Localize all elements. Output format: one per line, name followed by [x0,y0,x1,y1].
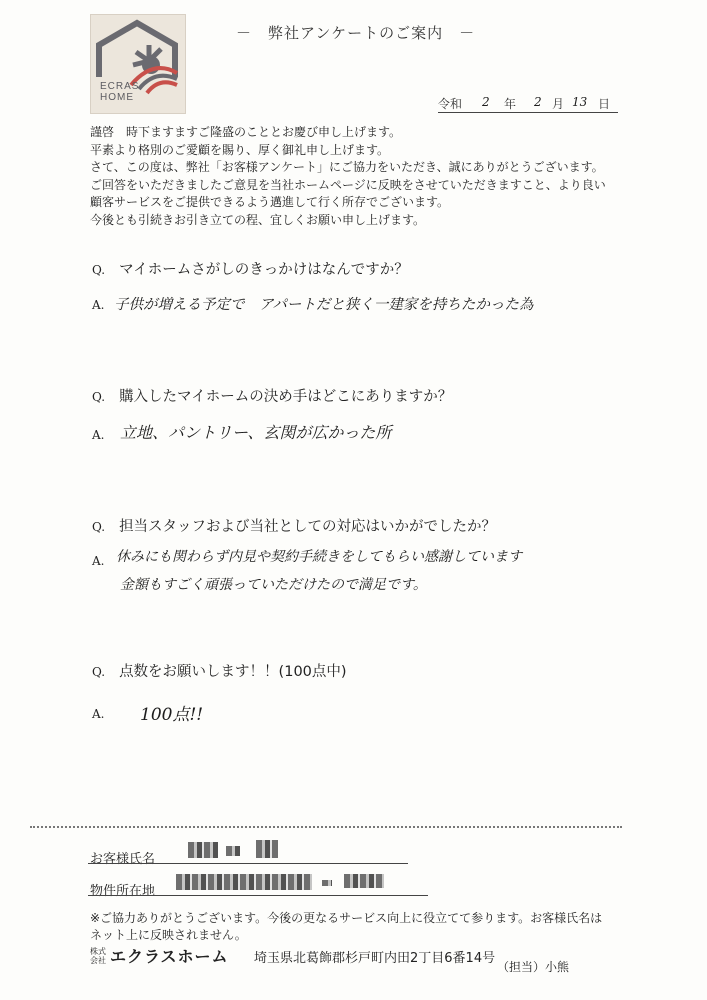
answer-mark: A. [92,707,105,721]
customer-name-line [88,862,408,864]
company-address: 埼玉県北葛飾郡杉戸町内田2丁目6番14号 [254,951,496,966]
question-3 [92,515,496,536]
company-prefix: 株式会社 [90,947,106,965]
answer-2-text: 立地、パントリー、玄関が広かった所 [120,423,392,442]
staff-name: （担当）小熊 [497,960,570,974]
question-4 [92,660,347,681]
date-era: 令和 [438,97,463,111]
question-text: 担当スタッフおよび当社としての対応はいかがでしたか？ [119,519,497,535]
answer-mark: A. [92,298,105,312]
question-2 [92,385,452,406]
company-name: エクラスホーム [110,947,229,966]
page-title: － 弊社アンケートのご案内 － [236,24,476,42]
date-day-unit: 日 [598,97,611,111]
redacted-address-block [344,874,384,888]
date-day: 13 [572,95,588,109]
answer-mark: A. [92,428,105,442]
redacted-name-block [188,842,218,858]
property-address-label: 物件所在地 [90,884,156,899]
question-text: 点数をお願いします！！(100点中) [119,664,347,680]
customer-name-label: お客様氏名 [90,852,156,867]
date-month-unit: 月 [552,97,565,111]
footer-note [90,910,660,944]
redacted-name-block [226,846,240,856]
greeting-line: 平素より格別のご愛顧を賜り、厚く御礼申し上げます。 [90,142,390,157]
greeting-line: ご回答をいただきましたご意見を当社ホームページに反映をさせていただきますこと、より良い [90,177,606,192]
greeting-line: 顧客サービスをご提供できるよう邁進して行く所存でございます。 [90,195,450,209]
greeting-line: 謹啓 時下ますますご隆盛のこととお慶び申し上げます。 [90,125,402,139]
dotted-divider [30,826,622,828]
date-year: 2 [482,95,490,109]
question-1 [92,258,409,279]
answer-1-text: 子供が増える予定で アパートだと狭く一建家を持ちたかった為 [114,297,534,313]
greeting-text [90,124,650,229]
redacted-address-block [176,874,312,890]
answer-4-text: 100点!! [140,705,204,725]
date-year-unit: 年 [504,97,517,111]
date-month: 2 [534,95,542,109]
greeting-line: 今後とも引続きお引き立ての程、宜しくお願い申し上げます。 [90,212,426,227]
logo-text-home: HOME [100,92,134,103]
question-text: マイホームさがしのきっかけはなんですか？ [119,262,409,278]
greeting-line: さて、この度は、弊社「お客様アンケート」にご協力をいただき、誠にありがとうございます。 [90,160,604,174]
answer-mark: A. [92,554,105,568]
footer-note-line: ※ご協力ありがとうございます。今後の更なるサービス向上に役立てて参ります。お客様氏名は [90,911,603,925]
question-text: 購入したマイホームの決め手はどこにありますか？ [119,389,453,405]
redacted-address-block [322,880,332,886]
answer-3-line-1: 休みにも関わらず内見や契約手続きをしてもらい感謝しています [116,549,522,565]
company-logo [90,14,186,114]
question-mark: Q. [92,390,106,404]
logo-text-ecras: ECRAS [100,81,140,92]
date-field [438,94,618,113]
footer-note-line: ネット上に反映されません。 [90,928,247,942]
question-mark: Q. [92,520,106,534]
question-mark: Q. [92,665,106,679]
answer-3-line-2: 金額もすごく頑張っていただけたので満足です。 [120,577,427,593]
question-mark: Q. [92,263,106,277]
redacted-name-block [256,840,278,858]
property-address-line [88,894,428,896]
